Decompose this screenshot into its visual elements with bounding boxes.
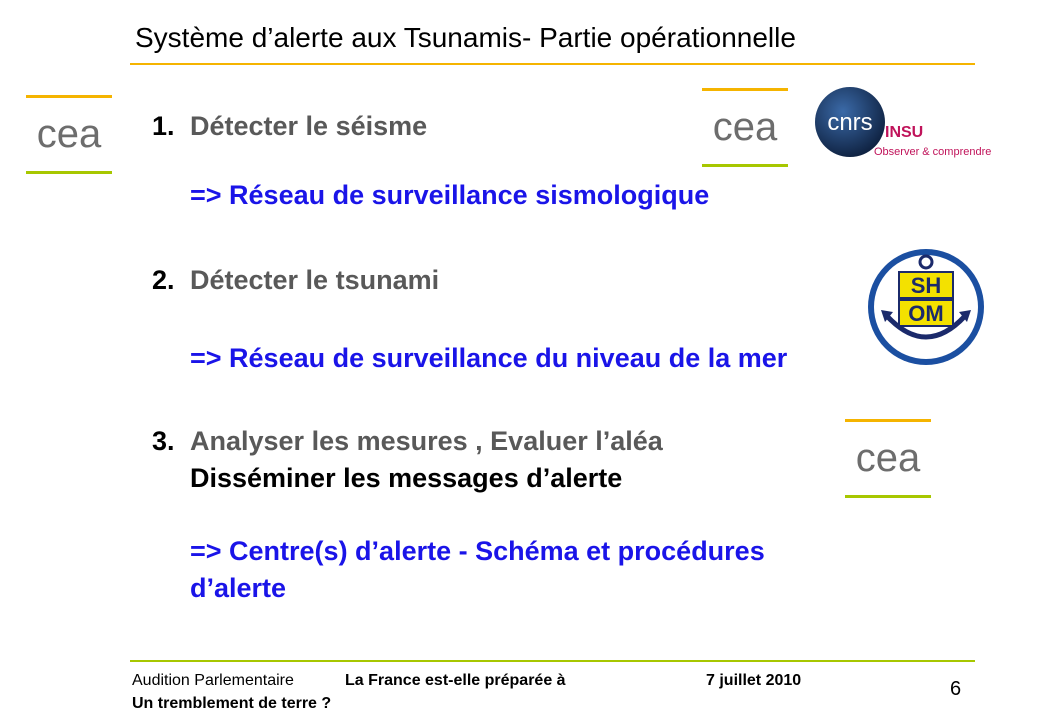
shom-logo bbox=[865, 246, 987, 368]
footer-divider bbox=[130, 660, 975, 662]
footer-event: Audition Parlementaire bbox=[132, 672, 294, 689]
cea-logo bbox=[24, 95, 114, 175]
footer-date: 7 juillet 2010 bbox=[706, 672, 802, 689]
footer-question-line1: La France est-elle préparée à bbox=[345, 672, 566, 689]
shom-logo-text-bottom: OM bbox=[908, 301, 944, 326]
item-2-result: => Réseau de surveillance du niveau de la mer bbox=[190, 343, 788, 373]
cea-logo-text: cea bbox=[855, 436, 921, 480]
item-3-heading: Analyser les mesures , Evaluer l’aléa bbox=[190, 426, 663, 456]
cea-logo bbox=[700, 88, 790, 168]
slide-title: Système d’alerte aux Tsunamis- Partie opérationnelle bbox=[135, 22, 796, 53]
page-number: 6 bbox=[950, 678, 962, 700]
item-3-heading-line2: Disséminer les messages d’alerte bbox=[190, 463, 623, 493]
footer-question-line2: Un tremblement de terre ? bbox=[132, 695, 332, 712]
cea-logo-text: cea bbox=[712, 105, 778, 149]
item-3-result: => Centre(s) d’alerte - Schéma et procédures bbox=[190, 536, 765, 566]
item-1-result: => Réseau de surveillance sismologique bbox=[190, 180, 710, 210]
cnrs-logo-text: cnrs bbox=[827, 109, 873, 136]
item-3-number: 3. bbox=[152, 426, 175, 456]
shom-logo-text-top: SH bbox=[910, 273, 942, 298]
cea-logo bbox=[843, 419, 933, 499]
item-2-number: 2. bbox=[152, 265, 175, 295]
insu-label: INSU bbox=[885, 124, 924, 141]
title-divider bbox=[130, 63, 975, 65]
item-1-heading: Détecter le séisme bbox=[190, 111, 428, 141]
item-2-heading: Détecter le tsunami bbox=[190, 265, 440, 295]
insu-tagline: Observer & comprendre bbox=[874, 146, 992, 158]
cea-logo-text: cea bbox=[36, 112, 102, 156]
item-1-number: 1. bbox=[152, 111, 175, 141]
item-3-result-line2: d’alerte bbox=[190, 573, 287, 603]
